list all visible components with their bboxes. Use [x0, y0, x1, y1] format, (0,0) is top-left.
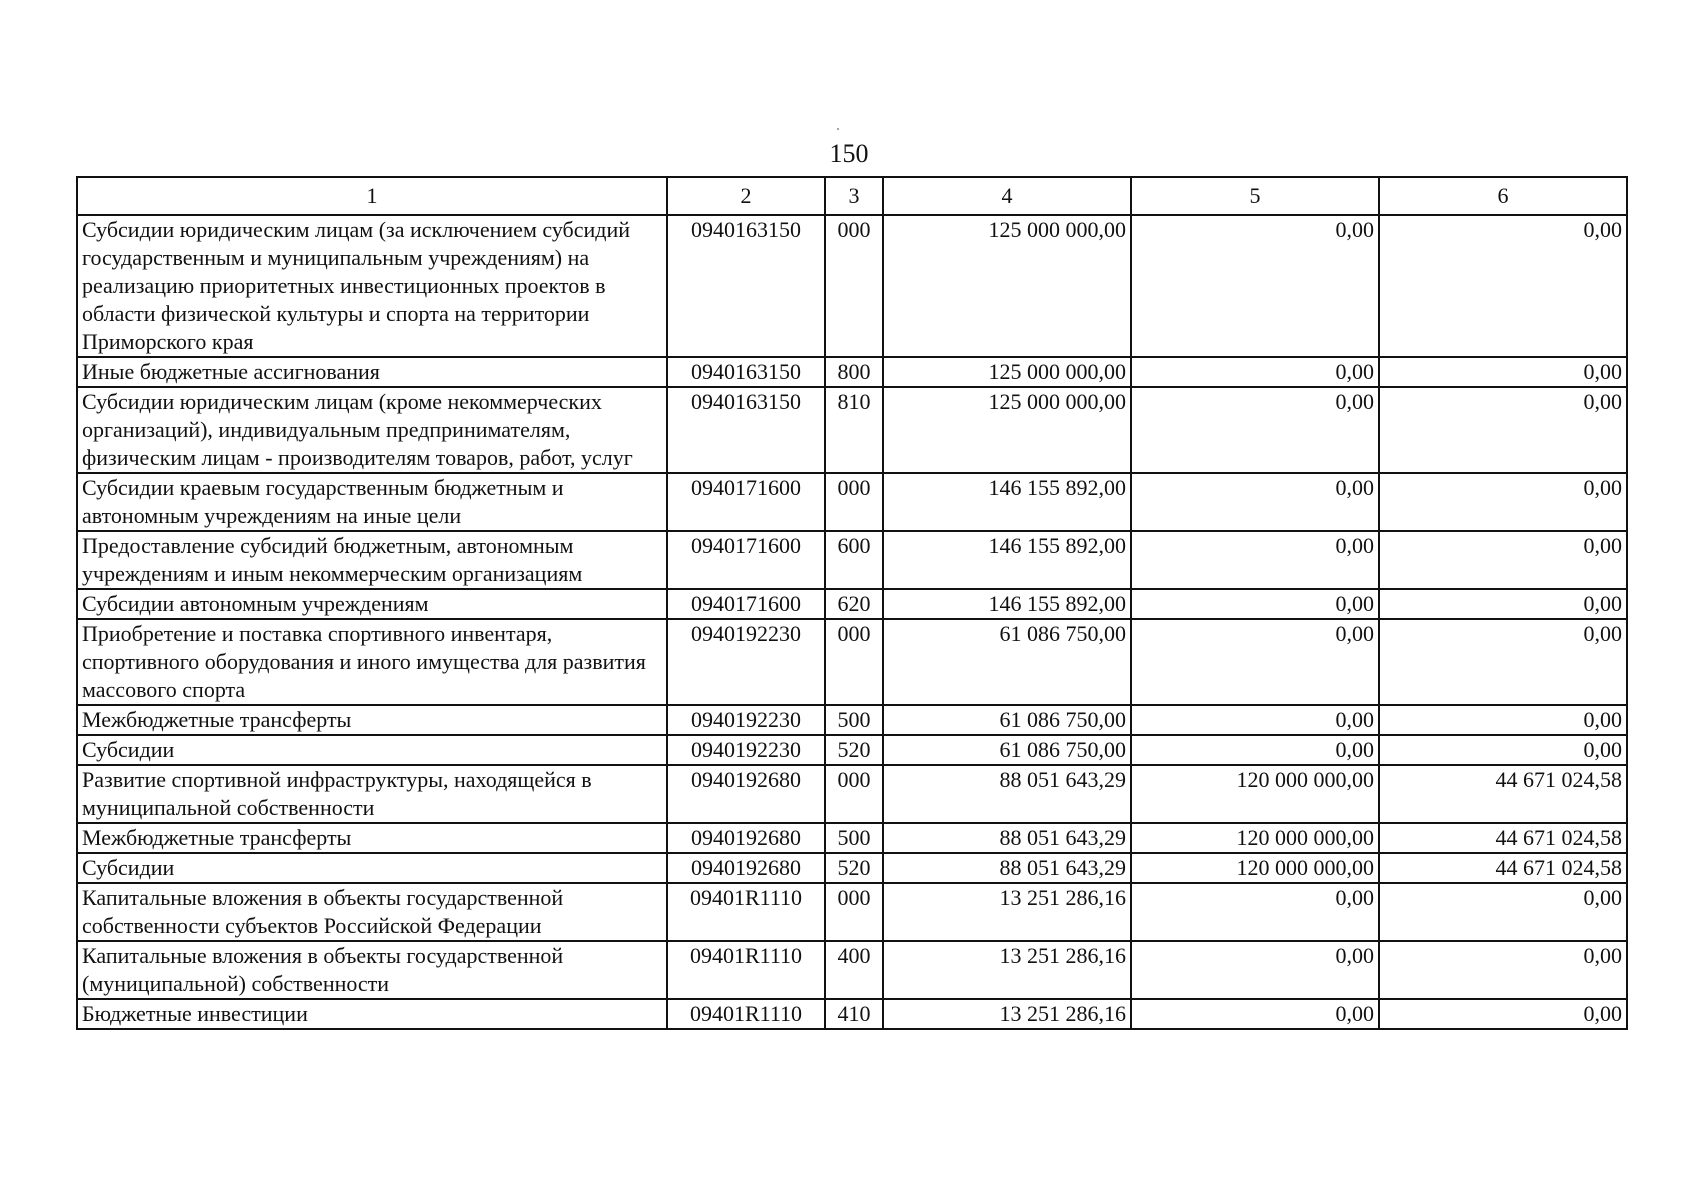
row-target-code: 0940192680	[667, 765, 825, 823]
row-amount-col4: 146 155 892,00	[883, 531, 1131, 589]
row-expense-type: 400	[825, 941, 883, 999]
row-amount-col4: 13 251 286,16	[883, 883, 1131, 941]
row-name: Субсидии юридическим лицам (кроме некоммерческих организаций), индивидуальным предпринимателям, физическим лицам - производителям товаров, работ, услуг	[77, 387, 667, 473]
row-name: Капитальные вложения в объекты государственной (муниципальной) собственности	[77, 941, 667, 999]
row-expense-type: 500	[825, 705, 883, 735]
row-amount-col6: 0,00	[1379, 357, 1627, 387]
row-name: Капитальные вложения в объекты государственной собственности субъектов Российской Федерации	[77, 883, 667, 941]
row-amount-col5: 0,00	[1131, 357, 1379, 387]
row-expense-type: 620	[825, 589, 883, 619]
row-target-code: 09401R1110	[667, 941, 825, 999]
row-expense-type: 520	[825, 853, 883, 883]
row-amount-col5: 0,00	[1131, 387, 1379, 473]
table-row	[77, 357, 1627, 387]
row-amount-col4: 146 155 892,00	[883, 589, 1131, 619]
row-target-code: 0940163150	[667, 357, 825, 387]
row-target-code: 0940192230	[667, 705, 825, 735]
row-amount-col6: 0,00	[1379, 531, 1627, 589]
row-expense-type: 810	[825, 387, 883, 473]
row-amount-col4: 61 086 750,00	[883, 619, 1131, 705]
row-amount-col4: 146 155 892,00	[883, 473, 1131, 531]
row-target-code: 0940171600	[667, 531, 825, 589]
table-row	[77, 619, 1627, 705]
row-amount-col6: 0,00	[1379, 215, 1627, 357]
row-amount-col5: 0,00	[1131, 215, 1379, 357]
row-amount-col4: 125 000 000,00	[883, 387, 1131, 473]
scan-speck	[837, 128, 839, 130]
row-name: Межбюджетные трансферты	[77, 823, 667, 853]
row-name: Субсидии юридическим лицам (за исключением субсидий государственным и муниципальным учреждениям) на реализацию приоритетных инвестиционных проектов в области физической культуры и спорта на территории Приморского края	[77, 215, 667, 357]
row-expense-type: 000	[825, 215, 883, 357]
row-amount-col5: 0,00	[1131, 589, 1379, 619]
row-expense-type: 000	[825, 765, 883, 823]
table-row	[77, 387, 1627, 473]
row-amount-col4: 88 051 643,29	[883, 823, 1131, 853]
table-row	[77, 823, 1627, 853]
row-amount-col6: 44 671 024,58	[1379, 765, 1627, 823]
table-row	[77, 941, 1627, 999]
column-header-5: 5	[1131, 177, 1379, 215]
row-expense-type: 520	[825, 735, 883, 765]
column-header-4: 4	[883, 177, 1131, 215]
row-target-code: 0940192230	[667, 735, 825, 765]
row-amount-col5: 0,00	[1131, 941, 1379, 999]
header-row	[77, 177, 1627, 215]
row-amount-col5: 0,00	[1131, 473, 1379, 531]
row-target-code: 0940192230	[667, 619, 825, 705]
row-amount-col5: 120 000 000,00	[1131, 765, 1379, 823]
row-expense-type: 500	[825, 823, 883, 853]
row-name: Субсидии краевым государственным бюджетным и автономным учреждениям на иные цели	[77, 473, 667, 531]
row-amount-col6: 0,00	[1379, 999, 1627, 1029]
row-amount-col6: 0,00	[1379, 941, 1627, 999]
row-name: Развитие спортивной инфраструктуры, находящейся в муниципальной собственности	[77, 765, 667, 823]
row-amount-col5: 120 000 000,00	[1131, 823, 1379, 853]
table-body	[77, 215, 1627, 1029]
row-amount-col5: 0,00	[1131, 999, 1379, 1029]
table-row	[77, 473, 1627, 531]
row-name: Иные бюджетные ассигнования	[77, 357, 667, 387]
table-row	[77, 853, 1627, 883]
row-amount-col4: 125 000 000,00	[883, 357, 1131, 387]
budget-table	[76, 176, 1628, 1030]
table-row	[77, 765, 1627, 823]
row-name: Субсидии	[77, 853, 667, 883]
row-target-code: 09401R1110	[667, 999, 825, 1029]
column-header-1: 1	[77, 177, 667, 215]
column-header-6: 6	[1379, 177, 1627, 215]
page-number: 150	[829, 139, 869, 168]
row-amount-col4: 88 051 643,29	[883, 765, 1131, 823]
row-name: Субсидии автономным учреждениям	[77, 589, 667, 619]
row-expense-type: 000	[825, 473, 883, 531]
row-amount-col6: 0,00	[1379, 735, 1627, 765]
table-row	[77, 589, 1627, 619]
row-amount-col4: 61 086 750,00	[883, 705, 1131, 735]
row-target-code: 0940163150	[667, 215, 825, 357]
row-expense-type: 000	[825, 883, 883, 941]
table-row	[77, 215, 1627, 357]
row-amount-col6: 0,00	[1379, 619, 1627, 705]
row-target-code: 0940192680	[667, 823, 825, 853]
row-target-code: 0940171600	[667, 589, 825, 619]
row-name: Приобретение и поставка спортивного инвентаря, спортивного оборудования и иного имущества для развития массового спорта	[77, 619, 667, 705]
row-amount-col5: 0,00	[1131, 735, 1379, 765]
row-amount-col4: 88 051 643,29	[883, 853, 1131, 883]
row-amount-col5: 0,00	[1131, 883, 1379, 941]
row-target-code: 0940192680	[667, 853, 825, 883]
table-row	[77, 705, 1627, 735]
row-expense-type: 800	[825, 357, 883, 387]
row-amount-col5: 0,00	[1131, 705, 1379, 735]
row-expense-type: 600	[825, 531, 883, 589]
row-name: Предоставление субсидий бюджетным, автономным учреждениям и иным некоммерческим организациям	[77, 531, 667, 589]
row-amount-col4: 125 000 000,00	[883, 215, 1131, 357]
row-target-code: 0940163150	[667, 387, 825, 473]
row-amount-col6: 0,00	[1379, 387, 1627, 473]
row-expense-type: 000	[825, 619, 883, 705]
row-expense-type: 410	[825, 999, 883, 1029]
row-amount-col5: 120 000 000,00	[1131, 853, 1379, 883]
column-header-3: 3	[825, 177, 883, 215]
row-amount-col6: 0,00	[1379, 705, 1627, 735]
row-amount-col6: 0,00	[1379, 589, 1627, 619]
row-target-code: 09401R1110	[667, 883, 825, 941]
table-row	[77, 883, 1627, 941]
row-name: Бюджетные инвестиции	[77, 999, 667, 1029]
row-amount-col4: 13 251 286,16	[883, 941, 1131, 999]
row-name: Межбюджетные трансферты	[77, 705, 667, 735]
table-row	[77, 735, 1627, 765]
row-amount-col5: 0,00	[1131, 619, 1379, 705]
column-header-2: 2	[667, 177, 825, 215]
table-row	[77, 531, 1627, 589]
row-amount-col6: 0,00	[1379, 473, 1627, 531]
row-amount-col6: 0,00	[1379, 883, 1627, 941]
row-target-code: 0940171600	[667, 473, 825, 531]
row-amount-col5: 0,00	[1131, 531, 1379, 589]
row-amount-col6: 44 671 024,58	[1379, 853, 1627, 883]
row-name: Субсидии	[77, 735, 667, 765]
table-row	[77, 999, 1627, 1029]
row-amount-col4: 61 086 750,00	[883, 735, 1131, 765]
row-amount-col6: 44 671 024,58	[1379, 823, 1627, 853]
row-amount-col4: 13 251 286,16	[883, 999, 1131, 1029]
